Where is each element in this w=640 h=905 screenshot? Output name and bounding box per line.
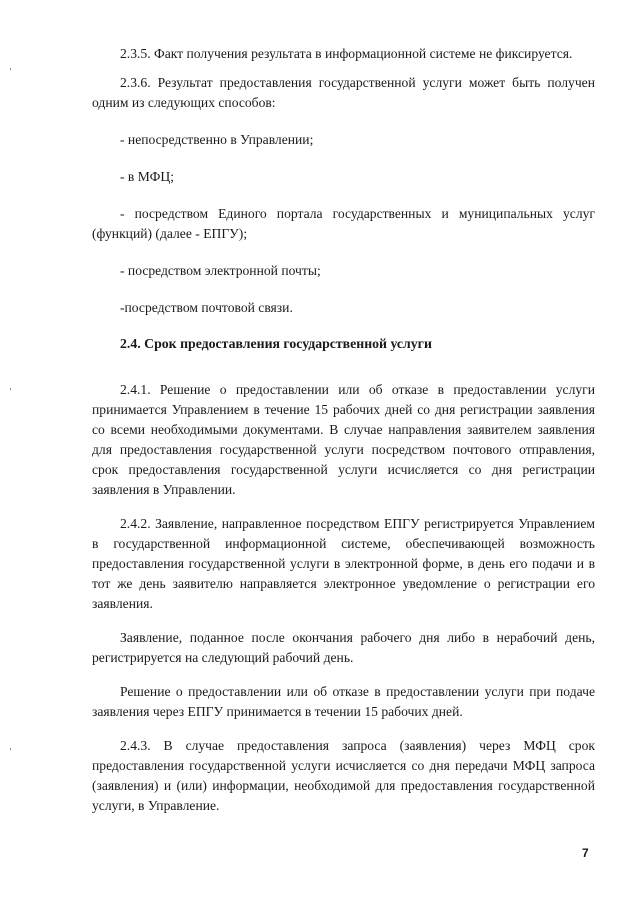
paragraph-after-hours: Заявление, поданное после окончания рабочего дня либо в нерабочий день, регистрируется на следующий рабочий день. (92, 630, 595, 665)
page-number: 7 (582, 846, 589, 860)
list-item-email: - посредством электронной почты; (120, 263, 321, 278)
list-item-mfc: - в МФЦ; (120, 169, 174, 184)
list-item-direct: - непосредственно в Управлении; (120, 132, 314, 147)
section-heading: 2.4. Срок предоставления государственной услуги (120, 336, 432, 351)
paragraph-epgu-decision: Решение о предоставлении или об отказе в предоставлении услуги при подаче заявления через ЕПГУ принимается в течении 15 рабочих дней. (92, 684, 595, 719)
scan-mark (10, 68, 11, 70)
paragraph-2-4-2: 2.4.2. Заявление, направленное посредством ЕПГУ регистрируется Управлением в государственной информационной системе, обеспечивающей возможность предоставления государственной услуги в электронной форме, в день его подачи и в тот же день заявителю направляется электронное уведомление о регистрации его заявления. (92, 516, 595, 611)
scan-mark (10, 388, 11, 390)
list-item-epgu: - посредством Единого портала государственных и муниципальных услуг (функций) (далее - ЕПГУ); (92, 206, 595, 241)
paragraph-2-4-1: 2.4.1. Решение о предоставлении или об отказе в предоставлении услуги принимается Управлением в течение 15 рабочих дней со дня регистрации заявления со всеми необходимыми документами. В случае направления заявителем заявления для предоставления государственной услуги посредством почтового отправления, срок предоставления государственной услуги исчисляется со дня регистрации заявления в Управлении. (92, 382, 595, 497)
paragraph-2-3-5: 2.3.5. Факт получения результата в информационной системе не фиксируется. (120, 46, 573, 61)
list-item-post: -посредством почтовой связи. (120, 300, 293, 315)
document-page (92, 44, 595, 816)
scan-mark (10, 748, 11, 750)
paragraph-2-3-6: 2.3.6. Результат предоставления государственной услуги может быть получен одним из следующих способов: (92, 75, 595, 110)
paragraph-2-4-3: 2.4.3. В случае предоставления запроса (заявления) через МФЦ срок предоставления государственной услуги исчисляется со дня передачи МФЦ запроса (заявления) и (или) информации, необходимой для предоставления государственной услуги, в Управление. (92, 738, 595, 813)
